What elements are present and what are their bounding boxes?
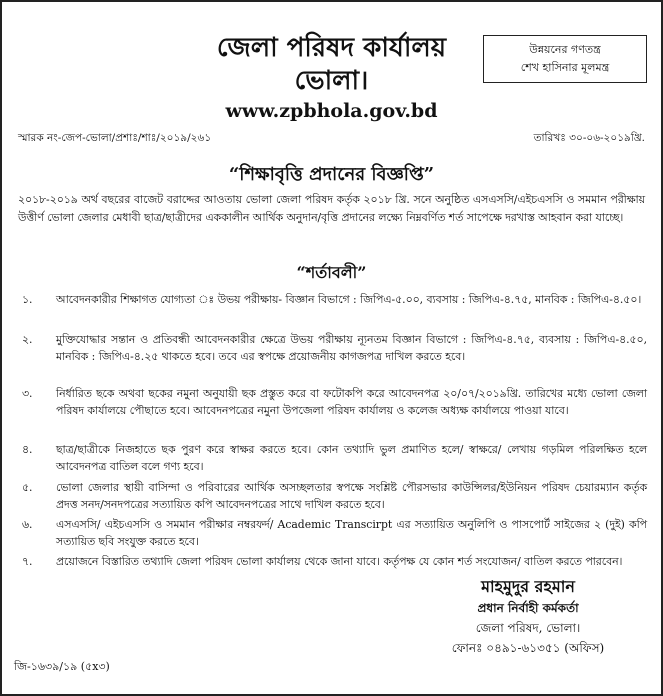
condition-item (14, 479, 647, 516)
signature-block (413, 576, 643, 658)
slogan-box (483, 35, 647, 83)
condition-item (14, 331, 647, 385)
condition-text: প্রয়োজনে বিস্তারিত তথ্যাদি জেলা পরিষদ ভোলা কার্যালয় থেকে জানা যাবে। কর্তৃপক্ষ যে কোন শর্ত সংযোজন/ বাতিল করতে পারবেন। (56, 555, 623, 568)
office-location: ভোলা। (294, 66, 369, 96)
conditions-list (14, 291, 647, 591)
notice-title: “শিক্ষাবৃত্তি প্রদানের বিজ্ঞপ্তি” (228, 164, 435, 185)
memo-row (18, 131, 645, 148)
condition-text: আবেদনকারীর শিক্ষাগত যোগ্যতা ঃ উভয় পরীক্ষায়- বিজ্ঞান বিভাগে : জিপিএ-৫.০০, ব্যবসায় : জিপিএ-৪.৭৫, মানবিক : জিপিএ-৪.৫০। (56, 293, 642, 306)
slogan-line-2: শেখ হাসিনার মূলমন্ত্র (520, 61, 610, 74)
signatory-phone: ফোনঃ ০৪৯১-৬১৩৫১ (অফিস) (451, 641, 605, 655)
memo-date: তারিখঃ ৩০-০৬-২০১৯খ্রি. (533, 132, 645, 144)
ad-code: জি-১৬৩৯/১৯ (৫x৩) (14, 660, 110, 673)
condition-number: ৬. (22, 518, 33, 531)
condition-number: ২. (22, 333, 33, 346)
condition-number: ১. (22, 293, 33, 306)
office-name: জেলা পরিষদ কার্যালয় (216, 33, 447, 63)
condition-text: ছাত্র/ছাত্রীকে নিজহাতে ছক পুরণ করে স্বাক্ষর করতে হবে। কোন তথ্যাদি ভুল প্রমাণিত হলে/ স্বাক্ষরে/ লেখায় গড়মিল পরিলক্ষিত হলে আবেদনপত্র বাতিল বলে গণ্য হবে। (56, 443, 647, 473)
slogan-line-1: উন্নয়নের গণতন্ত্র (529, 43, 601, 56)
condition-number: ৭. (22, 555, 33, 568)
condition-text: নির্ধারিত ছকে অথবা ছকের নমুনা অনুযায়ী ছক প্রস্তুত করে বা ফটোকপি করে আবেদনপত্র ২০/০৭/২০১৯খ্রি. তারিখের মধ্যে ভোলা জেলা পরিষদ কার্যালয়ে পৌছাতে হবে। আবেদনপত্রের নমুনা উপজেলা পরিষদ কার্যালয় ও কলেজ অধ্যক্ষ কার্যালয়ে পাওয়া যাবে। (56, 387, 647, 417)
condition-number: ৪. (22, 443, 33, 456)
condition-number: ৩. (22, 387, 33, 400)
condition-text: ভোলা জেলার স্থায়ী বাসিন্দা ও পরিবারের আর্থিক অসচ্ছলতার স্বপক্ষে সংশ্লিষ্ট পৌরসভার কাউন্সিলর/ইউনিয়ন পরিষদ চেয়ারম্যান কর্তৃক প্রদত্ত সনদ/সনদপত্রের সত্যায়িত কপি আবেদনপত্রের সাথে দাখিল করতে হবে। (56, 481, 647, 511)
condition-item (14, 291, 647, 331)
notice-intro: ২০১৮-২০১৯ অর্থ বছরের বাজেট বরাদ্দের আওতায় ভোলা জেলা পরিষদ কর্তৃক ২০১৮ খ্রি. সনে অনুষ্ঠিত এসএসসি/এইচএসসি ও সমমান পরীক্ষায় উত্তীর্ণ ভোলা জেলার মেধাবী ছাত্র/ছাত্রীদের এককালীন আর্থিক অনুদান/বৃত্তি প্রদানের লক্ষ্যে নিম্নবর্ণিত শর্ত সাপেক্ষে দরখাস্ত আহবান করা যাচ্ছে। (18, 193, 645, 224)
signatory-name: মাহমুদুর রহমান (481, 577, 575, 596)
conditions-title: “শর্তাবলী” (296, 263, 367, 282)
condition-text: মুক্তিযোদ্ধার সন্তান ও প্রতিবন্ধী আবেদনকারীর ক্ষেত্রে উভয় পরীক্ষায় ন্যূনতম বিজ্ঞান বিভাগে : জিপিএ-৪.৭৫, ব্যবসায় : জিপিএ-৪.৫০, মানবিক : জিপিএ-৪.২৫ থাকতে হবে। তবে এর স্বপক্ষে প্রয়োজনীয় কাগজপত্র দাখিল করতে হবে। (56, 333, 647, 363)
signatory-office: জেলা পরিষদ, ভোলা। (475, 621, 581, 635)
corner-mark (2, 2, 62, 18)
website-url: www.zpbhola.gov.bd (225, 100, 438, 122)
memo-reference: স্মারক নং-জেপ-ভোলা/প্রশাঃ/শাঃ/২০১৯/২৬১ (18, 132, 212, 144)
condition-item (14, 516, 647, 553)
condition-text: এসএসসি/ এইচএসসি ও সমমান পরীক্ষার নম্বরফর্দ/ Academic Transcirpt এর সত্যায়িত অনুলিপি ও পাসপোর্ট সাইজের ২ (দুই) কপি সত্যায়িত ছবি সংযুক্ত করতে হবে। (56, 518, 647, 548)
signatory-designation: প্রধান নির্বাহী কর্মকর্তা (477, 601, 579, 615)
condition-number: ৫. (22, 481, 33, 494)
condition-item (14, 385, 647, 441)
condition-item (14, 441, 647, 479)
